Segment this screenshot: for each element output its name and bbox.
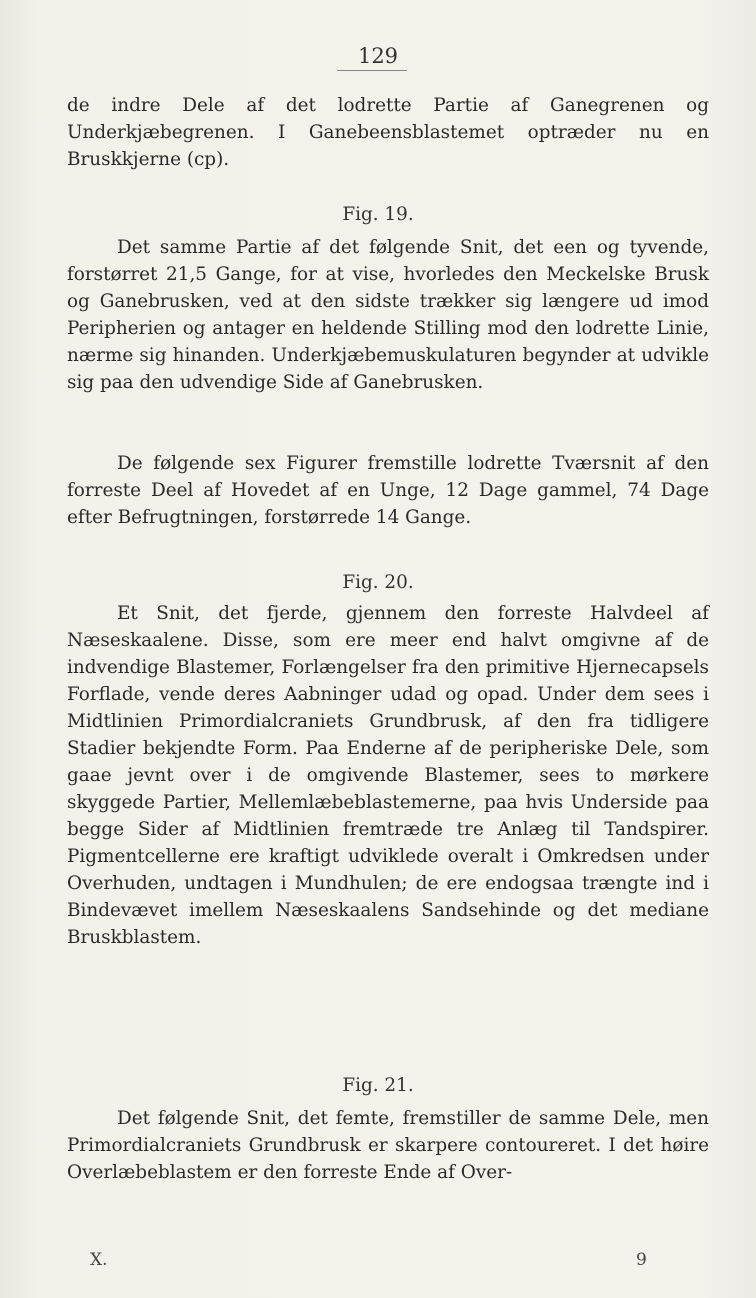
paragraph-text: Det følgende Snit, det femte, fremstiller de samme Dele, men Primordialcraniets Grundbrusk er skarpere contoureret. I det høire Overlæbeblastem er den forreste Ende af Over-	[67, 1108, 709, 1183]
paragraph-text: Et Snit, det fjerde, gjennem den forreste Halvdeel af Næseskaalene. Disse, som ere meer end halvt omgivne af de indvendige Blastemer, Forlængelser fra den primitive Hjernecapsels Forflade, vende deres Aabninger udad og opad. Under dem sees i Midtlinien Primordialcraniets Grundbrusk, af den fra tidligere Stadier bekjendte Form. Paa Enderne af de peripheriske Dele, som gaae jevnt over i de omgivende Blastemer, sees to mørkere skyggede Partier, Mellemlæbeblastemerne, paa hvis Underside paa begge Sider af Midtlinien fremtræde tre Anlæg til Tandspirer. Pigmentcellerne ere kraftigt udviklede overalt i Omkredsen under Overhuden, undtagen i Mundhulen; de ere endogsaa trængte ind i Bindevævet imellem Næseskaalens Sandsehinde og det mediane Bruskblastem.	[67, 603, 709, 948]
fig-19-caption	[67, 234, 709, 396]
signature-number: 9	[636, 1250, 647, 1270]
fig-21-heading: Fig. 21.	[342, 1075, 414, 1096]
fig-20-heading: Fig. 20.	[342, 572, 414, 593]
page-number: 129	[357, 44, 399, 68]
intro-paragraph	[67, 450, 709, 531]
paragraph-text: De følgende sex Figurer fremstille lodrette Tværsnit af den forreste Deel af Hovedet af en Unge, 12 Dage gammel, 74 Dage efter Befrugtningen, forstørrede 14 Gange.	[67, 453, 709, 528]
fig-20-caption	[67, 600, 709, 951]
signature-mark: X.	[90, 1250, 108, 1270]
paragraph-text: Det samme Partie af det følgende Snit, det een og tyvende, forstørret 21,5 Gange, for at vise, hvorledes den Meckelske Brusk og Ganebrusken, ved at den sidste trækker sig længere ud imod Peripherien og antager en heldende Stilling mod den lodrette Linie, nærme sig hinanden. Underkjæbemuskulaturen begynder at udvikle sig paa den udvendige Side af Ganebrusken.	[67, 237, 709, 393]
fig-19-heading: Fig. 19.	[342, 204, 414, 225]
paragraph-text: de indre Dele af det lodrette Partie af Ganegrenen og Underkjæbegrenen. I Ganebeensblastemet optræder nu en Bruskkjerne (cp).	[67, 95, 709, 170]
fig-21-caption	[67, 1105, 709, 1186]
page-number-rule	[337, 70, 407, 71]
paragraph-continuation	[67, 92, 709, 173]
